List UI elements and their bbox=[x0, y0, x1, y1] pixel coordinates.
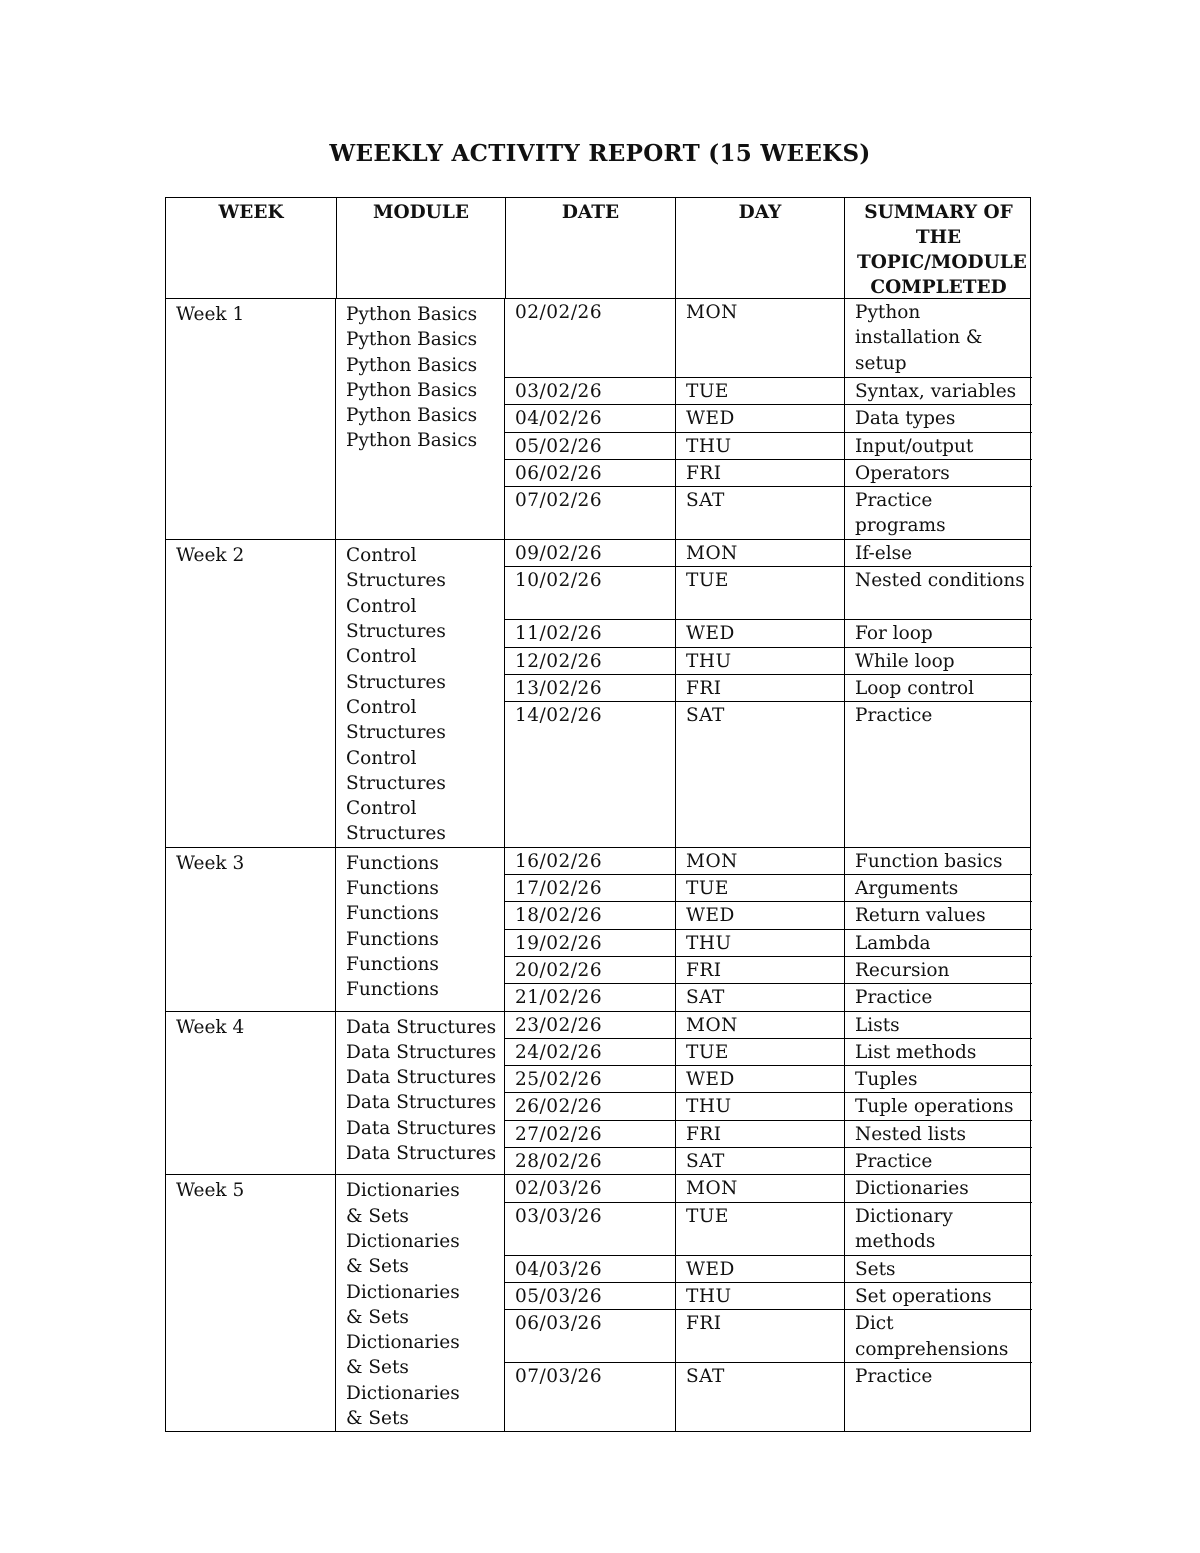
week-label: Week 5 bbox=[166, 1175, 336, 1431]
module-name: Control Structures bbox=[346, 696, 446, 744]
table-row bbox=[505, 619, 1032, 646]
table-row bbox=[505, 1012, 1032, 1038]
module-name: Control Structures bbox=[346, 545, 446, 592]
day-cell: THU bbox=[675, 1093, 844, 1119]
date-cell: 16/02/26 bbox=[515, 850, 603, 872]
summary-cell: Python installation & setup bbox=[844, 299, 1032, 377]
summary-cell: Tuples bbox=[844, 1066, 1032, 1092]
table-row bbox=[505, 1147, 1032, 1174]
date-cell: 27/02/26 bbox=[515, 1123, 603, 1145]
date-cell: 20/02/26 bbox=[515, 959, 603, 981]
date-cell: 26/02/26 bbox=[515, 1096, 603, 1118]
table-row bbox=[505, 377, 1032, 404]
summary-cell: For loop bbox=[844, 620, 1032, 646]
summary-cell: Data types bbox=[844, 405, 1032, 431]
module-name: Control Structures bbox=[346, 646, 446, 693]
day-cell: TUE bbox=[675, 875, 844, 901]
date-cell: 11/02/26 bbox=[515, 623, 603, 645]
module-name: Functions bbox=[346, 979, 439, 1001]
module-cell bbox=[336, 299, 505, 539]
module-name: Control Structures bbox=[346, 595, 446, 643]
table-row bbox=[505, 901, 1032, 928]
date-cell: 23/02/26 bbox=[515, 1014, 603, 1036]
module-name: Dictionaries & Sets bbox=[346, 1230, 460, 1278]
day-cell: WED bbox=[675, 902, 844, 928]
week-label: Week 4 bbox=[166, 1012, 336, 1175]
module-name: Python Basics bbox=[346, 379, 478, 401]
table-row bbox=[505, 1038, 1032, 1065]
summary-cell: Syntax, variables bbox=[844, 378, 1032, 404]
header-week: WEEK bbox=[218, 202, 284, 223]
table-row bbox=[505, 1065, 1032, 1092]
day-cell: SAT bbox=[675, 984, 844, 1010]
activity-table bbox=[165, 197, 1031, 1432]
day-cell: MON bbox=[675, 1175, 844, 1201]
module-name: Python Basics bbox=[346, 354, 478, 376]
day-cell: SAT bbox=[675, 1148, 844, 1174]
date-cell: 12/02/26 bbox=[515, 650, 603, 672]
module-name: Data Structures bbox=[346, 1067, 497, 1089]
table-row bbox=[505, 1202, 1032, 1255]
summary-cell: Lists bbox=[844, 1012, 1032, 1038]
week-label: Week 3 bbox=[166, 848, 336, 1011]
date-cell: 19/02/26 bbox=[515, 932, 603, 954]
day-cell: MON bbox=[675, 1012, 844, 1038]
summary-cell: Practice bbox=[844, 702, 1032, 728]
summary-cell: Practice bbox=[844, 1363, 1032, 1389]
summary-cell: Loop control bbox=[844, 675, 1032, 701]
week-block bbox=[165, 540, 1031, 848]
table-row bbox=[505, 647, 1032, 674]
module-name: Dictionaries & Sets bbox=[346, 1281, 460, 1328]
date-cell: 14/02/26 bbox=[515, 705, 603, 727]
table-row bbox=[505, 432, 1032, 459]
table-row bbox=[505, 540, 1032, 566]
table-row bbox=[505, 486, 1032, 539]
date-cell: 18/02/26 bbox=[515, 905, 603, 927]
table-row bbox=[505, 1175, 1032, 1201]
header-module: MODULE bbox=[336, 198, 505, 298]
table-row bbox=[505, 404, 1032, 431]
days-column-group bbox=[505, 848, 1032, 1011]
summary-cell: Dictionaries bbox=[844, 1175, 1032, 1201]
day-cell: THU bbox=[675, 648, 844, 674]
module-name: Python Basics bbox=[346, 304, 478, 325]
summary-cell: Operators bbox=[844, 460, 1032, 486]
date-cell: 02/03/26 bbox=[515, 1178, 603, 1200]
date-cell: 03/02/26 bbox=[515, 381, 603, 402]
module-name: Control Structures bbox=[346, 747, 446, 794]
table-row bbox=[505, 848, 1032, 874]
date-cell: 03/03/26 bbox=[515, 1205, 603, 1227]
module-name: Data Structures bbox=[346, 1092, 497, 1114]
day-cell: MON bbox=[675, 848, 844, 874]
module-name: Dictionaries & Sets bbox=[346, 1180, 460, 1227]
table-row bbox=[505, 299, 1032, 377]
table-row bbox=[505, 1362, 1032, 1389]
module-name: Functions bbox=[346, 928, 439, 950]
module-name: Python Basics bbox=[346, 405, 478, 427]
date-cell: 13/02/26 bbox=[515, 678, 603, 700]
week-label: Week 2 bbox=[166, 540, 336, 847]
summary-cell: Nested lists bbox=[844, 1121, 1032, 1147]
date-cell: 25/02/26 bbox=[515, 1069, 603, 1091]
module-name: Dictionaries & Sets bbox=[346, 1332, 460, 1379]
date-cell: 10/02/26 bbox=[515, 570, 603, 592]
module-name: Functions bbox=[346, 878, 439, 900]
table-row bbox=[505, 874, 1032, 901]
date-cell: 28/02/26 bbox=[515, 1151, 603, 1173]
table-header-row bbox=[165, 197, 1031, 299]
date-cell: 07/03/26 bbox=[515, 1366, 603, 1388]
table-row bbox=[505, 1120, 1032, 1147]
day-cell: TUE bbox=[675, 567, 844, 619]
day-cell: TUE bbox=[675, 1203, 844, 1255]
day-cell: FRI bbox=[675, 460, 844, 486]
header-summary: SUMMARY OF THE TOPIC/MODULE COMPLETED bbox=[844, 198, 1032, 298]
date-cell: 02/02/26 bbox=[515, 302, 603, 323]
date-cell: 05/02/26 bbox=[515, 435, 603, 457]
week-block bbox=[165, 299, 1031, 540]
day-cell: SAT bbox=[675, 487, 844, 539]
module-cell bbox=[336, 848, 505, 1011]
table-row bbox=[505, 1255, 1032, 1282]
module-name: Python Basics bbox=[346, 430, 478, 452]
summary-cell: Dictionary methods bbox=[844, 1203, 1032, 1255]
summary-cell: Practice programs bbox=[844, 487, 1032, 539]
day-cell: FRI bbox=[675, 1310, 844, 1362]
module-name: Functions bbox=[346, 852, 439, 874]
date-cell: 17/02/26 bbox=[515, 878, 603, 900]
day-cell: FRI bbox=[675, 1121, 844, 1147]
day-cell: FRI bbox=[675, 675, 844, 701]
summary-cell: Return values bbox=[844, 902, 1032, 928]
table-row bbox=[505, 956, 1032, 983]
module-name: Data Structures bbox=[346, 1041, 497, 1063]
day-cell: MON bbox=[675, 540, 844, 566]
summary-cell: Arguments bbox=[844, 875, 1032, 901]
empty-filler-row bbox=[505, 1390, 1032, 1432]
day-cell: WED bbox=[675, 1066, 844, 1092]
summary-cell: Practice bbox=[844, 1148, 1032, 1174]
summary-cell: If-else bbox=[844, 540, 1032, 566]
table-row bbox=[505, 929, 1032, 956]
days-column-group bbox=[505, 1175, 1032, 1431]
table-row bbox=[505, 1282, 1032, 1309]
table-body bbox=[165, 299, 1031, 1432]
module-name: Python Basics bbox=[346, 329, 478, 351]
table-row bbox=[505, 566, 1032, 619]
day-cell: FRI bbox=[675, 957, 844, 983]
week-block bbox=[165, 1175, 1031, 1432]
date-cell: 05/03/26 bbox=[515, 1285, 603, 1307]
day-cell: THU bbox=[675, 930, 844, 956]
date-cell: 06/02/26 bbox=[515, 462, 603, 484]
day-cell: THU bbox=[675, 1283, 844, 1309]
date-cell: 06/03/26 bbox=[515, 1313, 603, 1335]
summary-cell: Set operations bbox=[844, 1283, 1032, 1309]
day-cell: MON bbox=[675, 299, 844, 377]
module-cell bbox=[336, 1175, 505, 1431]
table-row bbox=[505, 983, 1032, 1010]
empty-filler-row bbox=[505, 729, 1032, 847]
table-row bbox=[505, 459, 1032, 486]
table-row bbox=[505, 1092, 1032, 1119]
summary-cell: Input/output bbox=[844, 433, 1032, 459]
summary-cell: Tuple operations bbox=[844, 1093, 1032, 1119]
module-name: Dictionaries & Sets bbox=[346, 1382, 460, 1429]
day-cell: TUE bbox=[675, 1039, 844, 1065]
module-name: Data Structures bbox=[346, 1117, 497, 1139]
date-cell: 09/02/26 bbox=[515, 543, 603, 565]
day-cell: WED bbox=[675, 405, 844, 431]
week-block bbox=[165, 848, 1031, 1012]
date-cell: 21/02/26 bbox=[515, 987, 603, 1009]
date-cell: 24/02/26 bbox=[515, 1041, 603, 1063]
date-cell: 07/02/26 bbox=[515, 490, 603, 512]
summary-cell: Dict comprehensions bbox=[844, 1310, 1032, 1362]
day-cell: WED bbox=[675, 620, 844, 646]
day-cell: SAT bbox=[675, 1363, 844, 1389]
table-row bbox=[505, 674, 1032, 701]
module-name: Data Structures bbox=[346, 1016, 497, 1038]
day-cell: SAT bbox=[675, 702, 844, 728]
summary-cell: Nested conditions bbox=[844, 567, 1032, 619]
summary-cell: Recursion bbox=[844, 957, 1032, 983]
table-row bbox=[505, 701, 1032, 728]
summary-cell: While loop bbox=[844, 648, 1032, 674]
header-date: DATE bbox=[505, 198, 675, 298]
date-cell: 04/03/26 bbox=[515, 1258, 603, 1280]
summary-cell: Lambda bbox=[844, 930, 1032, 956]
day-cell: TUE bbox=[675, 378, 844, 404]
days-column-group bbox=[505, 540, 1032, 847]
day-cell: THU bbox=[675, 433, 844, 459]
summary-cell: List methods bbox=[844, 1039, 1032, 1065]
module-name: Functions bbox=[346, 903, 439, 925]
week-block bbox=[165, 1012, 1031, 1176]
module-cell bbox=[336, 540, 505, 847]
summary-cell: Function basics bbox=[844, 848, 1032, 874]
day-cell: WED bbox=[675, 1256, 844, 1282]
week-label: Week 1 bbox=[166, 299, 336, 539]
module-name: Control Structures bbox=[346, 798, 446, 845]
summary-cell: Sets bbox=[844, 1256, 1032, 1282]
summary-cell: Practice bbox=[844, 984, 1032, 1010]
days-column-group bbox=[505, 299, 1032, 539]
module-name: Data Structures bbox=[346, 1143, 497, 1165]
days-column-group bbox=[505, 1012, 1032, 1175]
module-cell bbox=[336, 1012, 505, 1175]
module-name: Functions bbox=[346, 953, 439, 975]
report-title: WEEKLY ACTIVITY REPORT (15 WEEKS) bbox=[329, 140, 871, 167]
date-cell: 04/02/26 bbox=[515, 408, 603, 430]
header-day: DAY bbox=[675, 198, 844, 298]
table-row bbox=[505, 1309, 1032, 1362]
